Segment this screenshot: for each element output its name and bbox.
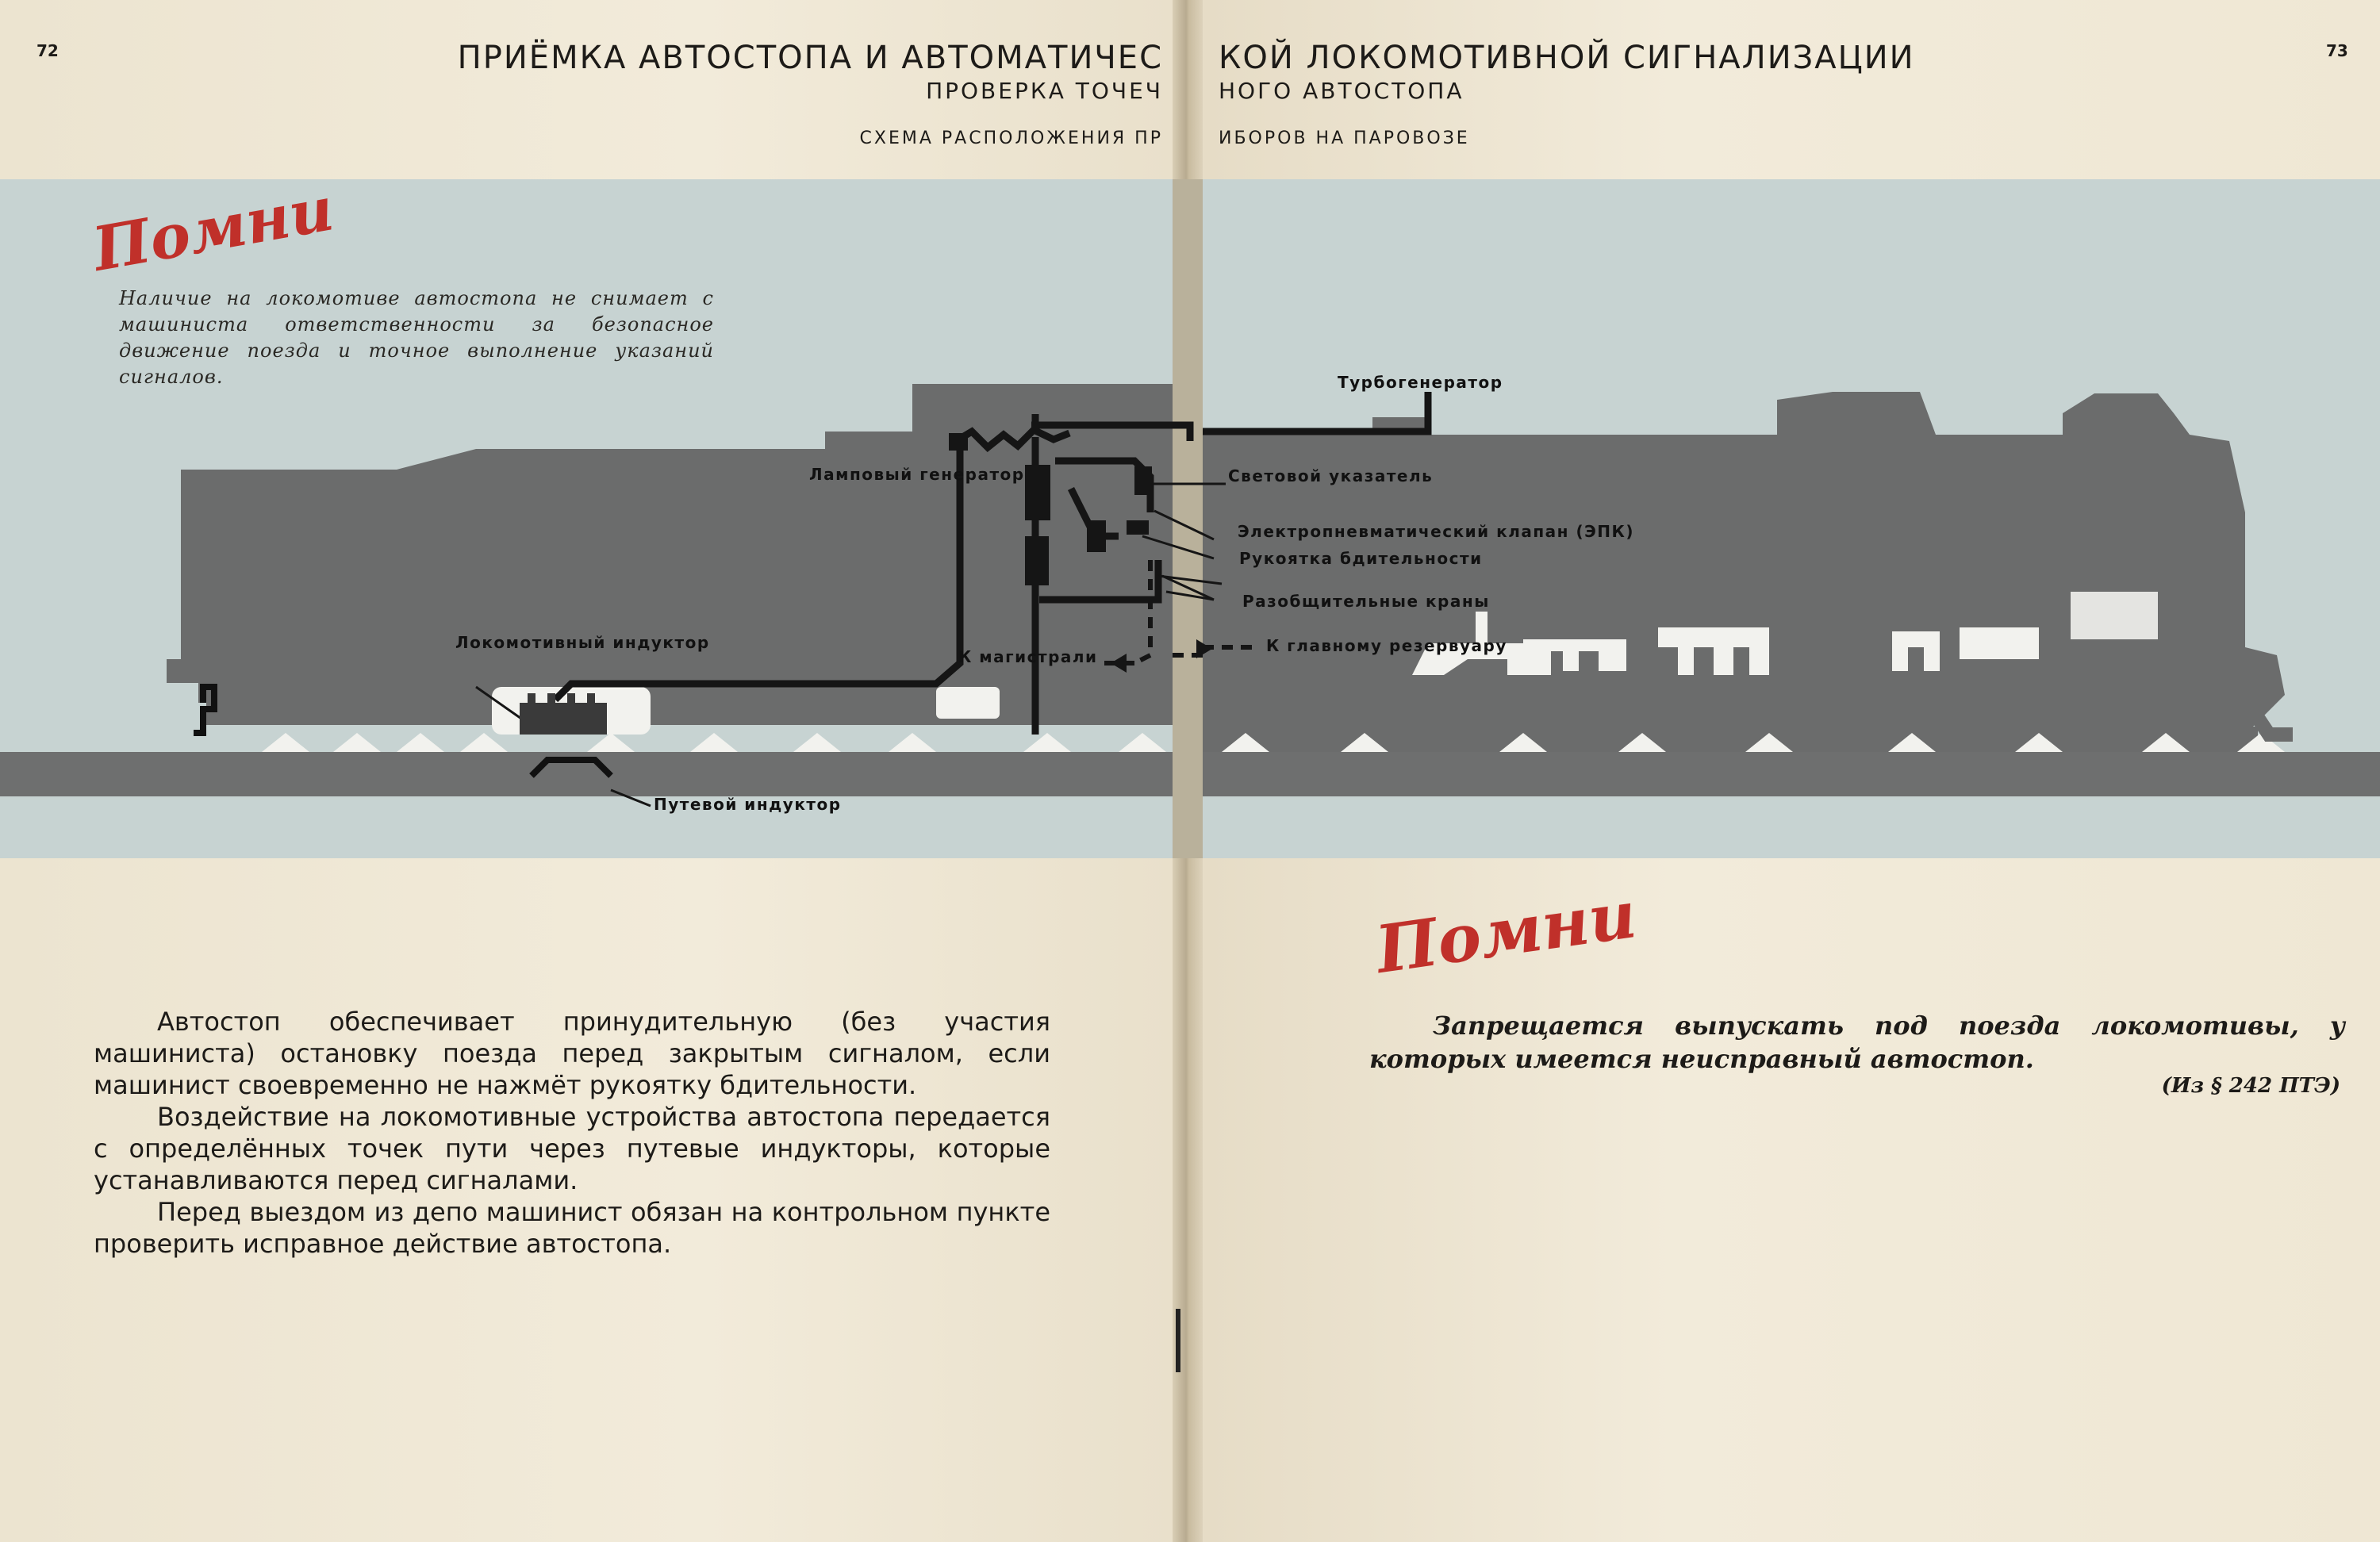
body-paragraph-1: Автостоп обеспечивает принудительную (без участия машиниста) остановку поезда перед закрытым сигналом, если машинист своевременно не нажмёт рукоятку бдительности. xyxy=(94,1007,1050,1100)
note-bottom-text: Запрещается выпускать под поезда локомотивы, у которых имеется неисправный автостоп. xyxy=(1369,1011,2345,1074)
label-track-inductor: Путевой индуктор xyxy=(654,795,842,814)
note-bottom-source: (Из § 242 ПТЭ) xyxy=(2161,1074,2340,1098)
note-top-text: Наличие на локомотиве автостопа не снимает с машиниста ответственности за безопасное движение поезда и точное выполнение указаний сигналов. xyxy=(119,287,714,388)
label-to-main: К магистрали xyxy=(958,647,1098,666)
label-turbogenerator: Турбогенератор xyxy=(1338,373,1503,392)
label-loco-inductor: Локомотивный индуктор xyxy=(455,633,710,652)
page-number-right: 73 xyxy=(2326,41,2348,60)
header-line2-right: НОГО АВТОСТОПА xyxy=(1219,78,1464,104)
header-line1-left: ПРИЁМКА АВТОСТОПА И АВТОМАТИЧЕС xyxy=(457,40,1163,76)
label-epk-valve: Электропневматический клапан (ЭПК) xyxy=(1238,522,1634,541)
body-text-left xyxy=(94,1006,1050,1260)
note-bottom-title: Помни xyxy=(1371,876,1641,988)
label-vigilance-handle: Рукоятка бдительности xyxy=(1239,549,1483,568)
note-top-title: Помни xyxy=(87,173,339,285)
locomotive-diagram xyxy=(0,179,2380,858)
track-bed-right xyxy=(1203,752,2380,796)
body-paragraph-3: Перед выездом из депо машинист обязан на контрольном пункте проверить исправное действие автостопа. xyxy=(94,1197,1050,1259)
gutter-mark xyxy=(1176,1309,1180,1372)
label-to-reservoir: К главному резервуару xyxy=(1266,636,1507,655)
label-light-indicator: Световой указатель xyxy=(1228,466,1434,485)
label-isolation-cocks: Разобщительные краны xyxy=(1242,592,1490,611)
header-line3-left: СХЕМА РАСПОЛОЖЕНИЯ ПР xyxy=(859,128,1163,148)
header-line2-left: ПРОВЕРКА ТОЧЕЧ xyxy=(926,78,1163,104)
header-line1-right: КОЙ ЛОКОМОТИВНОЙ СИГНАЛИЗАЦИИ xyxy=(1219,40,1915,76)
body-paragraph-2: Воздействие на локомотивные устройства автостопа передается с определённых точек пути через путевые индукторы, которые устанавливаются перед сигналами. xyxy=(94,1102,1050,1195)
locomotive-silhouette xyxy=(1203,392,2285,752)
page-number-left: 72 xyxy=(36,41,59,60)
label-lamp-generator: Ламповый генератор xyxy=(809,465,1025,484)
header-line3-right: ИБОРОВ НА ПАРОВОЗЕ xyxy=(1219,128,1470,148)
